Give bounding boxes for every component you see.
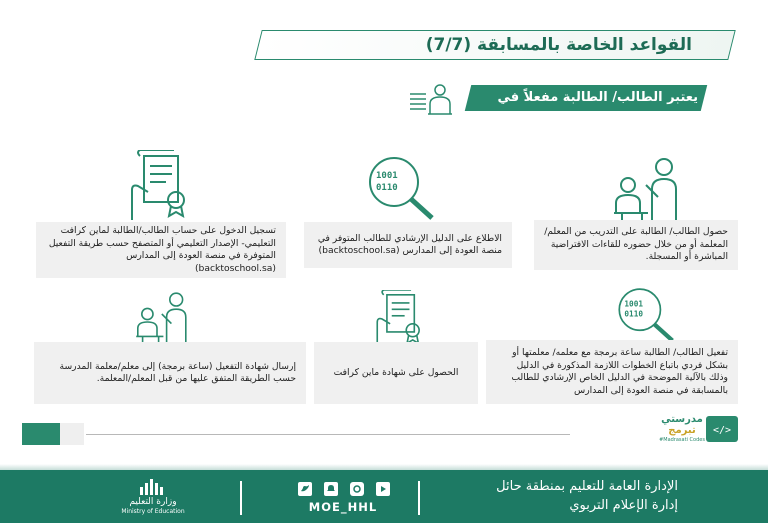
svg-text:0110: 0110 — [376, 183, 398, 193]
page-title: القواعد الخاصة بالمسابقة (7/7) — [425, 35, 692, 55]
department-subname: إدارة الإعلام التربوي — [569, 498, 678, 513]
condition-card-3: تسجيل الدخول على حساب الطالب/الطالبة لماين كرافت التعليمي- الإصدار التعليمي أو المتصفح حسب طريقة التفعيل المتوفرة في منصة العودة إلى المدارس (backtoschool.sa) — [36, 222, 286, 278]
decor-block-light — [60, 423, 84, 445]
twitter-icon[interactable] — [298, 482, 312, 496]
ministry-name-ar: وزارة التعليم — [129, 497, 177, 507]
condition-card-2: الاطلاع على الدليل الإرشادي للطالب المتوفر في منصة العودة إلى المدارس (backtoschool.sa) — [304, 222, 512, 268]
certificate-icon — [372, 290, 426, 348]
svg-text:0110: 0110 — [624, 309, 643, 319]
snapchat-icon[interactable] — [324, 482, 338, 496]
divider-line — [86, 434, 570, 435]
social-handle[interactable]: MOE_HHL — [308, 500, 378, 514]
condition-card-6: إرسال شهادة التفعيل (ساعة برمجة) إلى معلم/معلمة المدرسة حسب الطريقة المتفق عليها من قبل المعلم/المعلمة. — [34, 342, 306, 404]
condition-card-1: حصول الطالب/ الطالبة على التدريب من المعلم/المعلمة أو من خلال حضوره للقاءات الافتراضية المباشرة أو المسجلة. — [534, 220, 738, 270]
social-icons — [298, 482, 390, 496]
binary-magnifier-icon — [364, 152, 436, 222]
ministry-logo-icon — [138, 477, 168, 497]
youtube-icon[interactable] — [376, 482, 390, 496]
binary-magnifier-icon — [612, 284, 678, 344]
subtitle-text: يعتبر الطالب/ الطالبة مفعلاً في حال: — [497, 90, 698, 131]
instagram-icon[interactable] — [350, 482, 364, 496]
department-name: الإدارة العامة للتعليم بمنطقة حائل — [496, 479, 678, 494]
student-at-desk-icon — [408, 82, 454, 116]
teacher-student-icon — [612, 155, 688, 225]
svg-text:1001: 1001 — [376, 171, 398, 181]
certificate-icon — [126, 150, 192, 222]
ministry-name-en: Ministry of Education — [121, 508, 185, 515]
svg-text:</>: </> — [712, 425, 732, 436]
madrasati-codes-logo: </> مدرستي تبرمج #Madrasati Codes — [658, 412, 742, 448]
footer-divider — [240, 481, 242, 515]
footer-divider — [418, 481, 420, 515]
condition-card-4: تفعيل الطالب/ الطالبة ساعة برمجة مع معلمه/ معلمتها أو بشكل فردي باتباع الخطوات اللازمة المذكورة في الدليل وذلك بالآلية الموضحة في الدليل الخاص الإرشادي للطالب بالمسابقة في منصة العودة إلى المدارس — [486, 340, 738, 404]
svg-text:1001: 1001 — [624, 299, 643, 309]
teacher-student-icon — [134, 290, 196, 346]
decor-block — [22, 423, 60, 445]
condition-card-5: الحصول على شهادة ماين كرافت — [314, 342, 478, 404]
